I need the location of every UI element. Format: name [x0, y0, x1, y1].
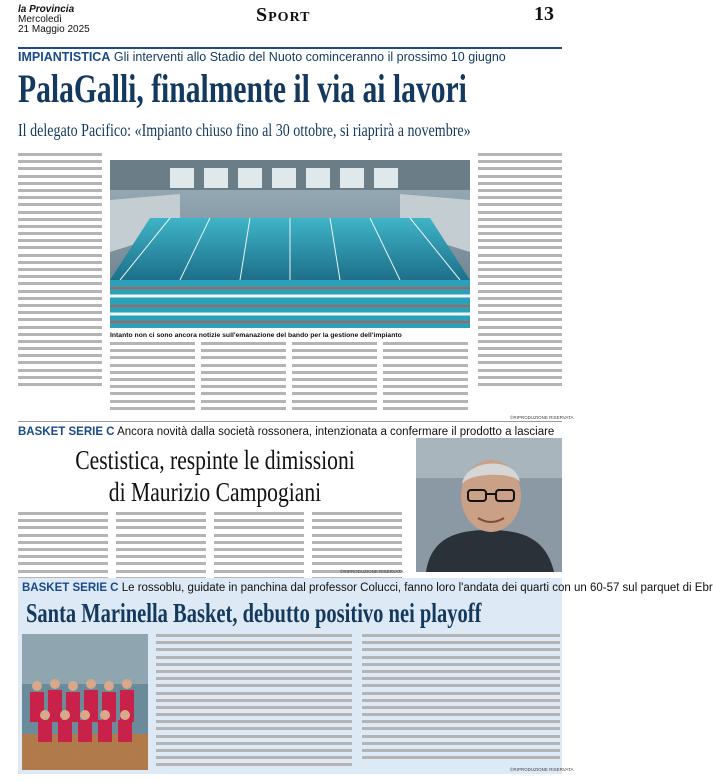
article1-column-right [478, 153, 562, 390]
issue-day: Mercoledì [18, 14, 62, 25]
article1-caption: Intanto non ci sono ancora notizie sull'emanazione del bando per la gestione dell'impianto [110, 332, 402, 339]
article1-kicker-tag: IMPIANTISTICA [18, 50, 111, 64]
masthead [18, 5, 90, 35]
team-photo [22, 634, 148, 770]
divider-1 [18, 421, 562, 422]
article1-credit: ©RIPRODUZIONE RISERVATA [510, 415, 574, 420]
article1-column-3 [201, 342, 286, 414]
article1-kicker [18, 50, 506, 65]
article3-kicker [22, 581, 713, 596]
header-rule [18, 47, 562, 49]
article1-column-4 [292, 342, 377, 414]
article1-headline: PalaGalli, finalmente il via ai lavori [18, 66, 467, 111]
article3-headline: Santa Marinella Basket, debutto positivo nei playoff [26, 598, 482, 628]
article3-column-2 [362, 634, 560, 763]
article1-column-5 [383, 342, 468, 414]
article2-kicker-text: Ancora novità dalla società rossonera, intenzionata a confermare il prodotto a lasciare [117, 426, 555, 438]
paper-name: la Provincia [18, 4, 75, 15]
section-title: Sport [256, 4, 311, 26]
article2-credit: ©RIPRODUZIONE RISERVATA [340, 569, 404, 574]
article2-headline-line1: Cestistica, respinte le dimissioni [75, 445, 355, 475]
article1-kicker-text: Gli interventi allo Stadio del Nuoto cominceranno il prossimo 10 giugno [113, 50, 506, 64]
article2-kicker-tag: BASKET SERIE C [18, 426, 115, 438]
campogiani-photo [416, 438, 562, 572]
page-number: 13 [534, 3, 554, 25]
article2-headline [18, 444, 412, 508]
pool-photo [110, 160, 470, 328]
article3-kicker-text: Le rossoblu, guidate in panchina dal professor Colucci, fanno loro l'andata dei quarti con un 60-57 sul parquet di Ebr [121, 582, 713, 594]
article3-kicker-tag: BASKET SERIE C [22, 582, 119, 594]
article2-headline-line2: di Maurizio Campogiani [108, 477, 322, 507]
article3-column-1 [156, 634, 352, 771]
article3-credit: ©RIPRODUZIONE RISERVATA [510, 767, 574, 772]
issue-date: 21 Maggio 2025 [18, 24, 90, 35]
article1-column-2 [110, 342, 195, 414]
article1-subhead: Il delegato Pacifico: «Impianto chiuso fino al 30 ottobre, si riaprirà a novembre» [18, 120, 471, 140]
article1-column-left [18, 153, 102, 390]
